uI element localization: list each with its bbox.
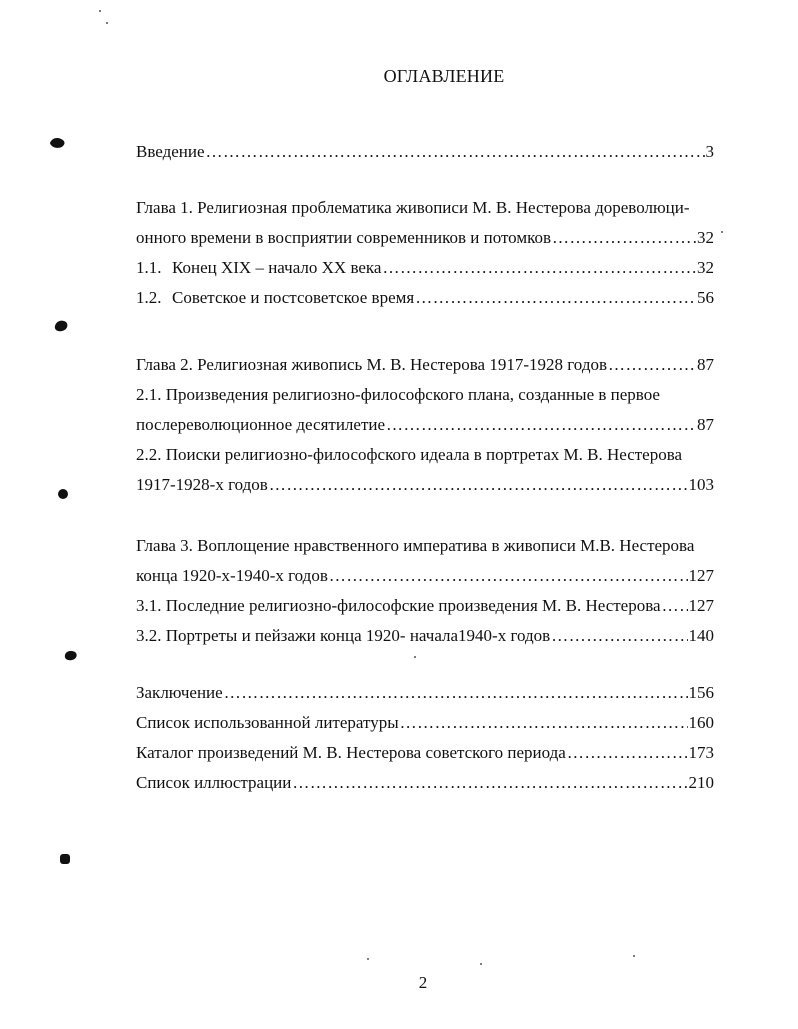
toc-page-number: 3 xyxy=(705,142,714,161)
toc-page-number: 56 xyxy=(697,288,714,307)
toc-entry-chapter1[interactable] xyxy=(136,226,714,250)
leader-dots xyxy=(551,624,687,648)
toc-entry-section-3-1[interactable] xyxy=(136,594,714,618)
leader-dots xyxy=(608,353,696,377)
toc-entry-catalog[interactable] xyxy=(136,741,714,765)
scan-mark-icon xyxy=(58,852,72,866)
toc-entry-intro[interactable] xyxy=(136,140,714,164)
section-2-1-title-line1[interactable]: 2.1. Произведения религиозно-философского плана, созданные в первое xyxy=(136,385,660,404)
toc-entry-text: Глава 2. Религиозная живопись М. В. Нестерова 1917-1928 годов xyxy=(136,355,607,374)
leader-dots xyxy=(292,771,687,795)
toc-entry-text: конца 1920-х-1940-х годов xyxy=(136,566,328,585)
toc-entry-text: Введение xyxy=(136,142,205,161)
toc-entry-text: онного времени в восприятии современников и потомков xyxy=(136,228,552,247)
leader-dots xyxy=(386,413,696,437)
toc-entry-text: Каталог произведений М. В. Нестерова советского периода xyxy=(136,743,566,762)
toc-entry-text: Конец XIX – начало XX века xyxy=(172,258,382,277)
leader-dots xyxy=(567,741,688,765)
toc-page-number: 160 xyxy=(688,713,714,732)
toc-page-number: 87 xyxy=(697,355,714,374)
toc-entry-section-3-2[interactable] xyxy=(136,624,714,648)
toc-entry-text: 1917-1928-х годов xyxy=(136,475,268,494)
section-2-2-title-line1[interactable]: 2.2. Поиски религиозно-философского идеала в портретах М. В. Нестерова xyxy=(136,445,683,464)
toc-page-number: 103 xyxy=(688,475,714,494)
leader-dots xyxy=(206,140,705,164)
toc-entry-text: Советское и постсоветское время xyxy=(172,288,415,307)
toc-entry-section-2-2[interactable] xyxy=(136,473,714,497)
leader-dots xyxy=(662,594,688,618)
toc-page-number: 127 xyxy=(688,566,714,585)
leader-dots xyxy=(269,473,688,497)
toc-entry-text: Список иллюстрации xyxy=(136,773,292,792)
leader-dots xyxy=(552,226,696,250)
scan-speck xyxy=(633,955,635,957)
scan-mark-icon xyxy=(56,487,70,501)
toc-page-number: 32 xyxy=(697,258,714,277)
page-number: 2 xyxy=(418,973,428,992)
section-number: 1.1. xyxy=(136,258,162,277)
scan-speck xyxy=(106,22,108,24)
toc-entry-illustrations[interactable] xyxy=(136,771,714,795)
scan-mark-icon xyxy=(63,648,79,662)
leader-dots xyxy=(415,286,696,310)
toc-page-number: 173 xyxy=(688,743,714,762)
chapter3-title-line1[interactable]: Глава 3. Воплощение нравственного императива в живописи М.В. Нестерова xyxy=(136,536,695,555)
scan-speck xyxy=(414,656,416,658)
leader-dots xyxy=(382,256,696,280)
section-number: 1.2. xyxy=(136,288,162,307)
toc-entry-section-1-2[interactable] xyxy=(136,286,714,310)
toc-entry-text: Список использованной литературы xyxy=(136,713,399,732)
leader-dots xyxy=(224,681,688,705)
chapter1-title-line1[interactable]: Глава 1. Религиозная проблематика живописи М. В. Нестерова дореволюци- xyxy=(136,198,690,217)
leader-dots xyxy=(400,711,688,735)
scan-mark-icon xyxy=(48,136,68,150)
scan-speck xyxy=(721,231,723,233)
scan-mark-icon xyxy=(52,318,70,334)
toc-page-number: 32 xyxy=(697,228,714,247)
toc-entry-chapter2[interactable] xyxy=(136,353,714,377)
toc-heading: ОГЛАВЛЕНИЕ xyxy=(383,66,505,86)
toc-page-number: 156 xyxy=(688,683,714,702)
toc-entry-conclusion[interactable] xyxy=(136,681,714,705)
scan-speck xyxy=(480,963,482,965)
toc-entry-text: послереволюционное десятилетие xyxy=(136,415,386,434)
toc-page-number: 210 xyxy=(688,773,714,792)
toc-page-number: 87 xyxy=(697,415,714,434)
toc-entry-section-2-1[interactable] xyxy=(136,413,714,437)
scan-speck xyxy=(367,958,369,960)
toc-entry-bibliography[interactable] xyxy=(136,711,714,735)
toc-entry-text: 3.2. Портреты и пейзажи конца 1920- начала1940-х годов xyxy=(136,626,551,645)
toc-entry-text: Заключение xyxy=(136,683,223,702)
toc-page-number: 140 xyxy=(688,626,714,645)
leader-dots xyxy=(329,564,688,588)
scan-speck xyxy=(99,10,101,12)
toc-entry-text: 3.1. Последние религиозно-философские произведения М. В. Нестерова xyxy=(136,596,661,615)
toc-page-number: 127 xyxy=(688,596,714,615)
toc-entry-chapter3[interactable] xyxy=(136,564,714,588)
toc-entry-section-1-1[interactable] xyxy=(136,256,714,280)
